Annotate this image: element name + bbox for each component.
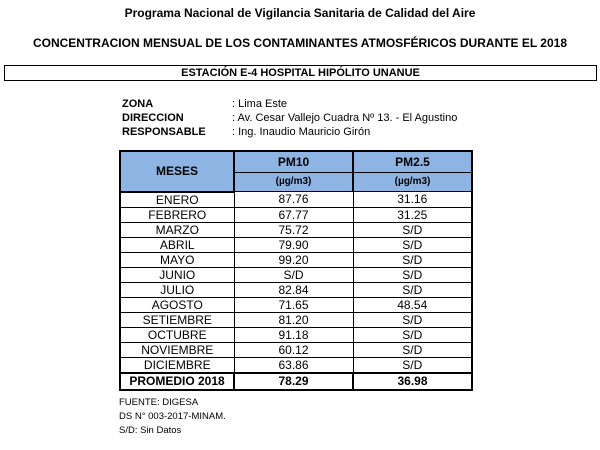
table-row <box>120 312 472 327</box>
cell-pm10: 91.18 <box>234 327 353 342</box>
table-row <box>120 297 472 312</box>
cell-mes: ENERO <box>120 192 234 208</box>
cell-pm25: 48.54 <box>353 297 472 312</box>
cell-mes: AGOSTO <box>120 297 234 312</box>
cell-mes: MAYO <box>120 252 234 267</box>
concentration-table <box>119 150 473 391</box>
cell-pm10: S/D <box>234 267 353 282</box>
cell-pm10: 87.76 <box>234 192 353 208</box>
table-row <box>120 267 472 282</box>
average-row <box>120 373 472 390</box>
cell-pm10: 60.12 <box>234 342 353 357</box>
info-label: RESPONSABLE <box>122 126 206 138</box>
cell-pm25: S/D <box>353 252 472 267</box>
table-row <box>120 207 472 222</box>
cell-pm10: 81.20 <box>234 312 353 327</box>
info-label: ZONA <box>122 98 154 110</box>
cell-pm25: S/D <box>353 342 472 357</box>
info-responsable <box>122 125 457 139</box>
info-value: : Lima Este <box>232 98 288 110</box>
cell-pm10: 63.86 <box>234 357 353 373</box>
info-label: DIRECCION <box>122 112 184 124</box>
cell-pm25: S/D <box>353 357 472 373</box>
cell-mes: ABRIL <box>120 237 234 252</box>
cell-pm10: 67.77 <box>234 207 353 222</box>
average-pm10: 78.29 <box>234 373 353 390</box>
station-banner: ESTACIÓN E-4 HOSPITAL HIPÓLITO UNANUE <box>4 65 597 81</box>
cell-mes: SETIEMBRE <box>120 312 234 327</box>
footnote-regulation: DS N° 003-2017-MINAM. <box>119 411 226 422</box>
cell-pm10: 75.72 <box>234 222 353 237</box>
cell-mes: JUNIO <box>120 267 234 282</box>
cell-mes: FEBRERO <box>120 207 234 222</box>
cell-pm25: 31.16 <box>353 192 472 208</box>
info-value: : Av. Cesar Vallejo Cuadra Nº 13. - El Agustino <box>232 112 458 124</box>
header-pm25: PM2.5 <box>353 151 472 173</box>
table-row <box>120 237 472 252</box>
average-pm25: 36.98 <box>353 373 472 390</box>
header-meses: MESES <box>120 151 234 192</box>
table-row <box>120 252 472 267</box>
footnote-sd: S/D: Sin Datos <box>119 425 182 436</box>
cell-pm10: 79.90 <box>234 237 353 252</box>
cell-mes: JULIO <box>120 282 234 297</box>
cell-pm10: 82.84 <box>234 282 353 297</box>
cell-pm25: S/D <box>353 267 472 282</box>
info-direccion <box>122 111 457 125</box>
unit-pm10: (µg/m3) <box>234 173 353 192</box>
cell-pm10: 99.20 <box>234 252 353 267</box>
cell-mes: MARZO <box>120 222 234 237</box>
cell-mes: DICIEMBRE <box>120 357 234 373</box>
document-title: Programa Nacional de Vigilancia Sanitaria de Calidad del Aire <box>124 6 476 20</box>
cell-mes: OCTUBRE <box>120 327 234 342</box>
table-row <box>120 357 472 373</box>
header-pm10: PM10 <box>234 151 353 173</box>
cell-pm10: 71.65 <box>234 297 353 312</box>
info-zona <box>122 97 457 111</box>
cell-pm25: S/D <box>353 312 472 327</box>
table-row <box>120 192 472 208</box>
station-info <box>122 97 457 139</box>
cell-pm25: S/D <box>353 222 472 237</box>
table-row <box>120 282 472 297</box>
average-label: PROMEDIO 2018 <box>120 373 234 390</box>
cell-pm25: S/D <box>353 237 472 252</box>
cell-pm25: 31.25 <box>353 207 472 222</box>
unit-pm25: (µg/m3) <box>353 173 472 192</box>
cell-mes: NOVIEMBRE <box>120 342 234 357</box>
table-row <box>120 342 472 357</box>
cell-pm25: S/D <box>353 327 472 342</box>
table-row <box>120 327 472 342</box>
cell-pm25: S/D <box>353 282 472 297</box>
info-value: : Ing. Inaudio Mauricio Girón <box>232 126 371 138</box>
table-body <box>120 192 472 390</box>
table-row <box>120 222 472 237</box>
footnotes <box>119 396 226 438</box>
footnote-source: FUENTE: DIGESA <box>119 397 199 408</box>
document-subtitle: CONCENTRACION MENSUAL DE LOS CONTAMINANTES ATMOSFÉRICOS DURANTE EL 2018 <box>32 36 568 50</box>
